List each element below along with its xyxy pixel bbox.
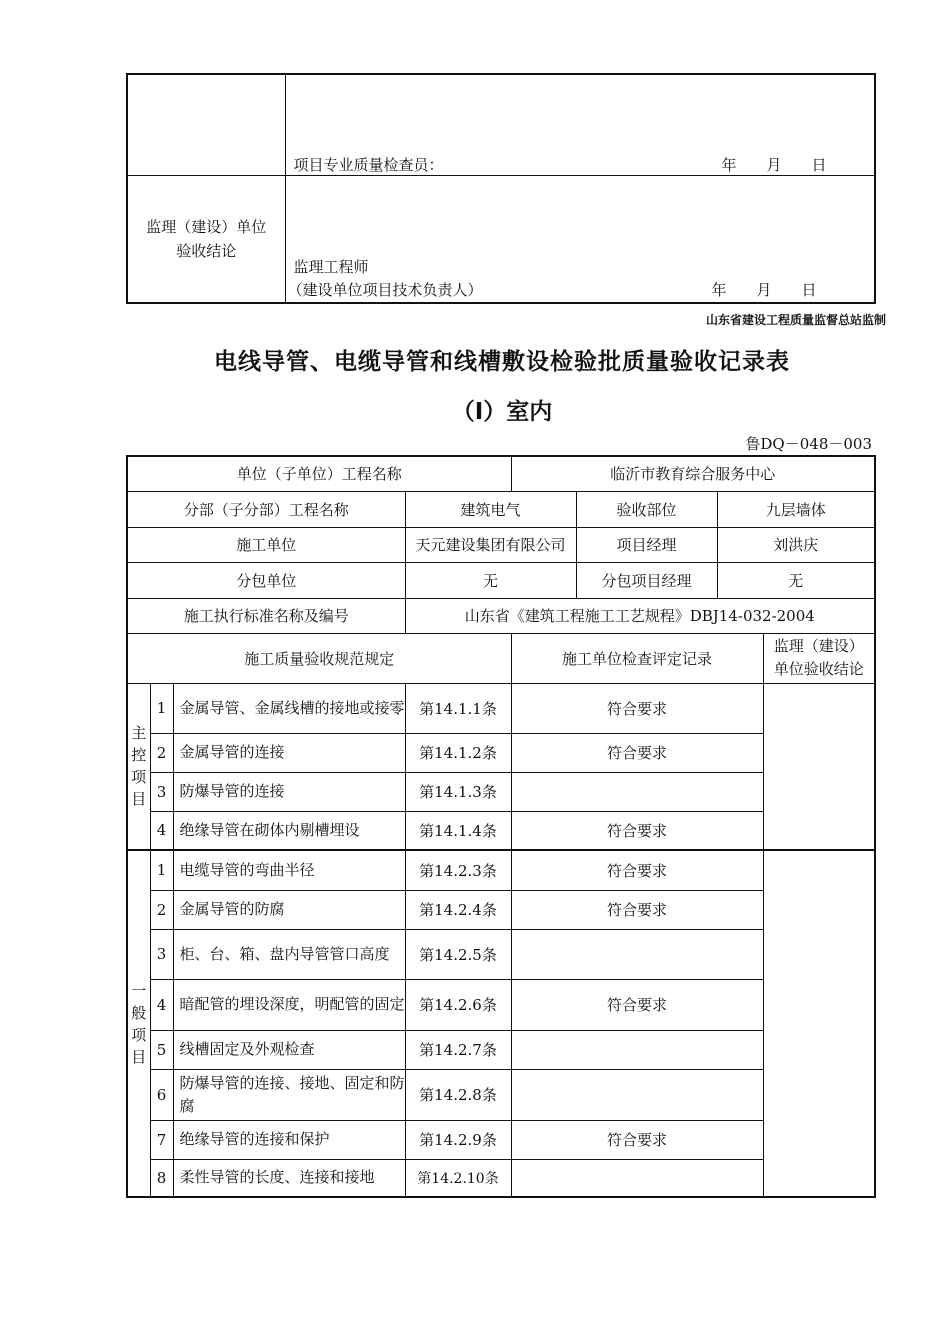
item-number: 8 xyxy=(150,1159,173,1197)
group-char: 主 xyxy=(131,724,147,743)
spec-header: 施工质量验收规范规定 xyxy=(127,633,511,683)
supervision-date: 年 月 日 xyxy=(711,280,817,299)
blank-label-cell xyxy=(127,74,285,175)
item-clause: 第14.2.8条 xyxy=(405,1069,511,1120)
item-number: 1 xyxy=(150,850,173,890)
inspector-cell xyxy=(285,74,875,175)
item-description: 柜、台、箱、盘内导管管口高度 xyxy=(173,929,405,979)
group-char: 项 xyxy=(131,768,147,787)
form-title: 电线导管、电缆导管和线槽敷设检验批质量验收记录表 xyxy=(214,349,790,375)
item-description: 防爆导管的连接 xyxy=(173,772,405,811)
subcontractor-value: 无 xyxy=(405,562,576,598)
project-manager-label: 项目经理 xyxy=(576,527,717,562)
item-clause: 第14.2.10条 xyxy=(405,1159,511,1197)
sub-manager-value: 无 xyxy=(717,562,875,598)
item-number: 3 xyxy=(150,929,173,979)
item-result: 符合要求 xyxy=(511,979,763,1030)
item-description: 电缆导管的弯曲半径 xyxy=(173,850,405,890)
supervision-header-line2: 单位验收结论 xyxy=(773,660,864,678)
item-clause: 第14.2.7条 xyxy=(405,1030,511,1069)
item-result xyxy=(511,772,763,811)
form-code: 鲁DQ－048－003 xyxy=(745,435,872,453)
item-result: 符合要求 xyxy=(511,733,763,772)
inspector-date: 年 月 日 xyxy=(721,156,827,174)
item-result: 符合要求 xyxy=(511,683,763,733)
record-header: 施工单位检查评定记录 xyxy=(511,633,763,683)
general-supervision-conclusion xyxy=(763,850,875,1197)
item-clause: 第14.1.3条 xyxy=(405,772,511,811)
general-group-label xyxy=(127,850,150,1197)
supervision-signature-cell xyxy=(285,175,875,303)
item-clause: 第14.2.3条 xyxy=(405,850,511,890)
group-char: 项 xyxy=(131,1025,147,1044)
subcontractor-label: 分包单位 xyxy=(127,562,405,598)
item-result: 符合要求 xyxy=(511,1120,763,1159)
project-manager-value: 刘洪庆 xyxy=(717,527,875,562)
contractor-label: 施工单位 xyxy=(127,527,405,562)
form-subtitle: （Ⅰ）室内 xyxy=(451,399,553,425)
item-description: 金属导管、金属线槽的接地或接零 xyxy=(173,683,405,733)
contractor-value: 天元建设集团有限公司 xyxy=(405,527,576,562)
item-result: 符合要求 xyxy=(511,850,763,890)
item-result xyxy=(511,1069,763,1120)
item-number: 4 xyxy=(150,979,173,1030)
item-result xyxy=(511,929,763,979)
project-name-label: 单位（子单位）工程名称 xyxy=(127,456,511,491)
acceptance-conclusion-label: 验收结论 xyxy=(176,241,237,260)
supervision-unit-label: 监理（建设）单位 xyxy=(146,217,267,236)
item-description: 绝缘导管的连接和保护 xyxy=(173,1120,405,1159)
supervision-conclusion-label xyxy=(127,175,285,303)
inspector-label: 项目专业质量检查员： xyxy=(293,156,444,174)
item-clause: 第14.1.4条 xyxy=(405,811,511,850)
acceptance-record-table xyxy=(126,455,876,1198)
division-name-label: 分部（子分部）工程名称 xyxy=(127,491,405,527)
item-description: 柔性导管的长度、连接和接地 xyxy=(173,1159,405,1197)
group-char: 目 xyxy=(131,1047,147,1066)
division-name-value: 建筑电气 xyxy=(405,491,576,527)
item-clause: 第14.2.5条 xyxy=(405,929,511,979)
group-char: 控 xyxy=(131,746,147,765)
supervisor-note: 山东省建设工程质量监督总站监制 xyxy=(705,313,886,327)
item-description: 金属导管的防腐 xyxy=(173,890,405,929)
item-number: 2 xyxy=(150,733,173,772)
item-clause: 第14.1.2条 xyxy=(405,733,511,772)
group-char: 般 xyxy=(131,1003,147,1022)
standard-value: 山东省《建筑工程施工工艺规程》DBJ14-032-2004 xyxy=(405,598,875,633)
item-number: 3 xyxy=(150,772,173,811)
main-supervision-conclusion xyxy=(763,683,875,850)
item-description: 金属导管的连接 xyxy=(173,733,405,772)
supervision-header-line1: 监理（建设） xyxy=(773,637,864,655)
item-description: 绝缘导管在砌体内剔槽埋设 xyxy=(173,811,405,850)
item-result: 符合要求 xyxy=(511,811,763,850)
item-description: 线槽固定及外观检查 xyxy=(173,1030,405,1069)
previous-page-signoff-table xyxy=(126,73,876,304)
builder-label: （建设单位项目技术负责人） xyxy=(287,280,483,299)
item-result xyxy=(511,1159,763,1197)
item-clause: 第14.2.9条 xyxy=(405,1120,511,1159)
item-number: 1 xyxy=(150,683,173,733)
sub-manager-label: 分包项目经理 xyxy=(576,562,717,598)
main-control-group-label xyxy=(127,683,150,850)
item-clause: 第14.2.4条 xyxy=(405,890,511,929)
item-clause: 第14.2.6条 xyxy=(405,979,511,1030)
inspection-part-value: 九层墙体 xyxy=(717,491,875,527)
item-result: 符合要求 xyxy=(511,890,763,929)
item-number: 6 xyxy=(150,1069,173,1120)
item-description: 暗配管的埋设深度，明配管的固定 xyxy=(173,979,405,1030)
item-number: 2 xyxy=(150,890,173,929)
item-number: 7 xyxy=(150,1120,173,1159)
project-name-value: 临沂市教育综合服务中心 xyxy=(511,456,875,491)
item-number: 5 xyxy=(150,1030,173,1069)
item-result xyxy=(511,1030,763,1069)
group-char: 一 xyxy=(131,981,147,1000)
inspection-part-label: 验收部位 xyxy=(576,491,717,527)
standard-label: 施工执行标准名称及编号 xyxy=(127,598,405,633)
item-number: 4 xyxy=(150,811,173,850)
item-clause: 第14.1.1条 xyxy=(405,683,511,733)
engineer-label: 监理工程师 xyxy=(293,257,369,276)
supervision-header xyxy=(763,633,875,683)
group-char: 目 xyxy=(131,790,147,809)
item-description: 防爆导管的连接、接地、固定和防腐 xyxy=(173,1069,405,1120)
